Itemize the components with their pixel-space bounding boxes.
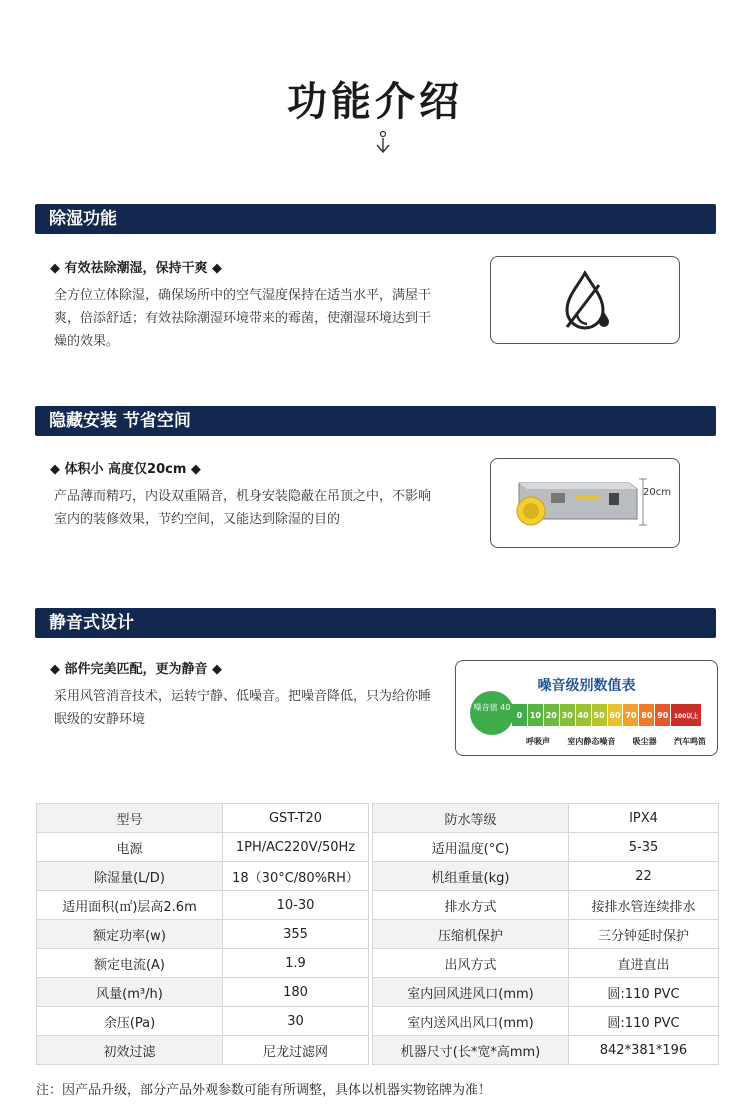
section-desc-dehumidify: 全方位立体除湿，确保场所中的空气湿度保持在适当水平，满屋干爽，倍添舒适；有效祛除潮湿环境带来的霉菌，使潮湿环境达到干燥的效果。	[54, 288, 432, 349]
spec-value: 842*381*196	[569, 1036, 719, 1065]
spec-value: 30	[223, 1007, 369, 1036]
spec-label: 适用温度(°C)	[373, 833, 569, 862]
spec-label: 机器尺寸(长*宽*高mm)	[373, 1036, 569, 1065]
spec-value: 355	[223, 920, 369, 949]
noise-level-cell: 90	[655, 704, 670, 726]
spec-row	[37, 949, 719, 978]
dehumidify-image	[490, 256, 680, 344]
spec-label: 额定电流(A)	[37, 949, 223, 978]
noise-level-cell: 40	[576, 704, 591, 726]
spec-label: 防水等级	[373, 804, 569, 833]
spec-label: 压缩机保护	[373, 920, 569, 949]
arrow-down-icon	[373, 130, 393, 158]
section-subtitle-silent: ◆ 部件完美匹配，更为静音 ◆	[50, 662, 223, 677]
spec-row	[37, 862, 719, 891]
section-desc-silent: 采用风管消音技术，运转宁静、低噪音。把噪音降低，只为给你睡眠级的安静环境	[54, 689, 432, 727]
spec-row	[37, 1007, 719, 1036]
section-heading-install: 隐藏安装 节省空间	[35, 406, 716, 436]
spec-value: 接排水管连续排水	[569, 891, 719, 920]
height-dimension-label: 20cm	[643, 487, 671, 498]
noise-level-cell: 10	[528, 704, 543, 726]
page-title: 功能介绍	[287, 78, 463, 125]
footnote: 注：因产品升级，部分产品外观参数可能有所调整，具体以机器实物铭牌为准！	[36, 1083, 492, 1098]
noise-level-cell: 60	[608, 704, 623, 726]
spec-label: 型号	[37, 804, 223, 833]
spec-label: 额定功率(w)	[37, 920, 223, 949]
spec-label: 机组重量(kg)	[373, 862, 569, 891]
spec-label: 出风方式	[373, 949, 569, 978]
dry-drop-icon	[491, 257, 679, 343]
section-subtitle-dehumidify: ◆ 有效祛除潮湿，保持干爽 ◆	[50, 261, 223, 276]
noise-level-cell: 0	[512, 704, 527, 726]
spec-label: 电源	[37, 833, 223, 862]
noise-level-cell: 30	[560, 704, 575, 726]
spec-value: IPX4	[569, 804, 719, 833]
spec-label: 除湿量(L/D)	[37, 862, 223, 891]
spec-row	[37, 978, 719, 1007]
spec-value: 22	[569, 862, 719, 891]
noise-level-cell: 50	[592, 704, 607, 726]
spec-label: 适用面积(㎡)层高2.6m	[37, 891, 223, 920]
noise-level-cell: 70	[623, 704, 638, 726]
spec-value: 直进直出	[569, 949, 719, 978]
spec-label: 排水方式	[373, 891, 569, 920]
spec-value: 三分钟延时保护	[569, 920, 719, 949]
spec-row	[37, 833, 719, 862]
dehumidifier-unit-illustration	[491, 459, 679, 547]
noise-source-horn: 汽车鸣笛	[673, 737, 706, 746]
noise-source-vacuum: 吸尘器	[632, 737, 657, 746]
spec-value: 圆:110 PVC	[569, 1007, 719, 1036]
spec-value: 180	[223, 978, 369, 1007]
noise-source-breath: 呼吸声	[526, 737, 550, 746]
section-subtitle-install: ◆ 体积小 高度仅20cm ◆	[50, 462, 201, 477]
spec-label: 室内送风出风口(mm)	[373, 1007, 569, 1036]
spec-row	[37, 804, 719, 833]
section-heading-silent: 静音式设计	[35, 608, 716, 638]
spec-label: 初效过滤	[37, 1036, 223, 1065]
spec-value: 尼龙过滤网	[223, 1036, 369, 1065]
spec-value: 5-35	[569, 833, 719, 862]
noise-level-scale	[512, 704, 702, 726]
spec-value: GST-T20	[223, 804, 369, 833]
noise-level-cell: 100以上	[671, 704, 701, 726]
spec-value: 18（30°C/80%RH）	[223, 862, 369, 891]
spec-label: 室内回风进风口(mm)	[373, 978, 569, 1007]
spec-table	[36, 803, 719, 1065]
noise-chart	[455, 660, 718, 756]
spec-label: 余压(Pa)	[37, 1007, 223, 1036]
section-desc-install: 产品薄而精巧，内设双重隔音，机身安装隐蔽在吊顶之中，不影响室内的装修效果，节约空间，又能达到除湿的目的	[54, 489, 432, 527]
spec-value: 10-30	[223, 891, 369, 920]
noise-badge: 噪音值 40	[470, 691, 514, 735]
spec-row	[37, 891, 719, 920]
spec-row	[37, 1036, 719, 1065]
spec-value: 1PH/AC220V/50Hz	[223, 833, 369, 862]
noise-level-cell: 20	[544, 704, 559, 726]
spec-label: 风量(m³/h)	[37, 978, 223, 1007]
section-heading-dehumidify: 除湿功能	[35, 204, 716, 234]
spec-value: 圆:110 PVC	[569, 978, 719, 1007]
spec-row	[37, 920, 719, 949]
unit-image	[490, 458, 680, 548]
noise-level-cell: 80	[639, 704, 654, 726]
spec-value: 1.9	[223, 949, 369, 978]
noise-source-indoor: 室内静态噪音	[567, 737, 616, 746]
noise-chart-title: 噪音级别数值表	[537, 678, 636, 694]
